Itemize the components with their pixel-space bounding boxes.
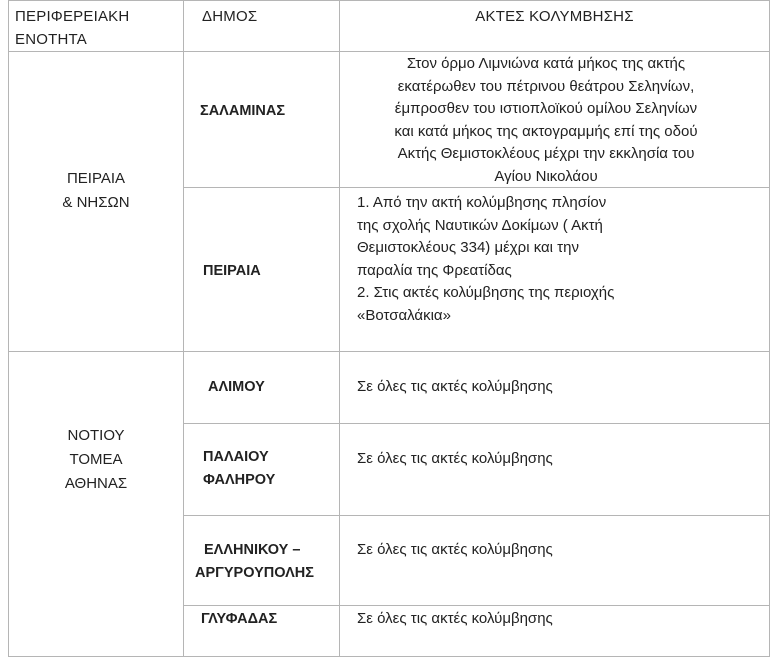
header-region-line2: ΕΝΟΤΗΤΑ <box>15 31 87 48</box>
header-beaches: ΑΚΤΕΣ ΚΟΛΥΜΒΗΣΗΣ <box>475 8 634 25</box>
beach-alimos: Σε όλες τις ακτές κολύμβησης <box>357 378 553 395</box>
dimos-cell-alimos <box>184 352 340 424</box>
beach-cell-elliniko <box>340 516 770 606</box>
beach-elliniko: Σε όλες τις ακτές κολύμβησης <box>357 541 553 558</box>
dimos-palaio-faliro-line1: ΠΑΛΑΙΟΥ <box>203 449 269 465</box>
dimos-alimos: ΑΛΙΜΟΥ <box>208 379 265 395</box>
beach-salamina-line: Στον όρμο Λιμνιώνα κατά μήκος της ακτής <box>406 55 686 72</box>
header-region-line1: ΠΕΡΙΦΕΡΕΙΑΚΗ <box>15 8 130 25</box>
beach-salamina-line: έμπροσθεν του ιστιοπλοϊκού ομίλου Σεληνίων <box>394 100 698 117</box>
header-cell-region <box>8 0 184 52</box>
dimos-piraeus: ΠΕΙΡΑΙΑ <box>203 263 261 279</box>
region-piraeus-line2: & ΝΗΣΩΝ <box>62 194 130 211</box>
beach-cell-glyfada <box>340 606 770 657</box>
region-south-line2: ΤΟΜΕΑ <box>69 451 123 468</box>
beach-salamina-line: εκατέρωθεν του πέτρινου θεάτρου Σεληνίων, <box>397 77 695 95</box>
dimos-salamina: ΣΑΛΑΜΙΝΑΣ <box>200 103 286 119</box>
beach-piraeus-line: Θεμιστοκλέους 334) μέχρι και την <box>357 239 579 256</box>
beach-salamina-line: και κατά μήκος της ακτογραμμής επί της οδού <box>394 122 698 140</box>
region-south-line1: ΝΟΤΙΟΥ <box>67 427 125 444</box>
dimos-palaio-faliro-line2: ΦΑΛΗΡΟΥ <box>203 472 276 488</box>
beach-salamina-line: Ακτής Θεμιστοκλέους μέχρι την εκκλησία του <box>397 145 695 162</box>
region-cell-piraeus <box>8 52 184 352</box>
dimos-elliniko-line2: ΑΡΓΥΡΟΥΠΟΛΗΣ <box>195 565 314 581</box>
dimos-cell-glyfada <box>184 606 340 657</box>
dimos-elliniko-line1: ΕΛΛΗΝΙΚΟΥ – <box>204 542 301 558</box>
dimos-cell-elliniko <box>184 516 340 606</box>
beach-piraeus-line: της σχολής Ναυτικών Δοκίμων ( Ακτή <box>357 216 603 234</box>
region-south-line3: ΑΘΗΝΑΣ <box>64 475 128 492</box>
region-cell-south-athens <box>8 352 184 657</box>
beach-glyfada: Σε όλες τις ακτές κολύμβησης <box>357 610 553 627</box>
beach-cell-alimos <box>340 352 770 424</box>
beach-cell-palaio-faliro <box>340 424 770 516</box>
beach-piraeus-line: 2. Στις ακτές κολύμβησης της περιοχής <box>357 284 615 301</box>
header-cell-dimos <box>184 0 340 52</box>
dimos-cell-palaio-faliro <box>184 424 340 516</box>
beach-piraeus-line: παραλία της Φρεατίδας <box>357 261 512 279</box>
beach-cell-salamina <box>340 52 770 188</box>
beach-cell-piraeus <box>340 188 770 352</box>
beach-palaio-faliro: Σε όλες τις ακτές κολύμβησης <box>357 450 553 467</box>
header-dimos: ΔΗΜΟΣ <box>202 8 258 25</box>
beach-piraeus-line: «Βοτσαλάκια» <box>357 306 451 324</box>
region-piraeus-line1: ΠΕΙΡΑΙΑ <box>66 170 126 187</box>
beach-salamina-line: Αγίου Νικολάου <box>494 167 598 185</box>
header-cell-beaches <box>340 0 770 52</box>
dimos-cell-piraeus <box>184 188 340 352</box>
dimos-glyfada: ΓΛΥΦΑΔΑΣ <box>201 611 278 627</box>
dimos-cell-salamina <box>184 52 340 188</box>
beaches-table <box>8 0 770 657</box>
beach-piraeus-line: 1. Από την ακτή κολύμβησης πλησίον <box>357 194 607 211</box>
